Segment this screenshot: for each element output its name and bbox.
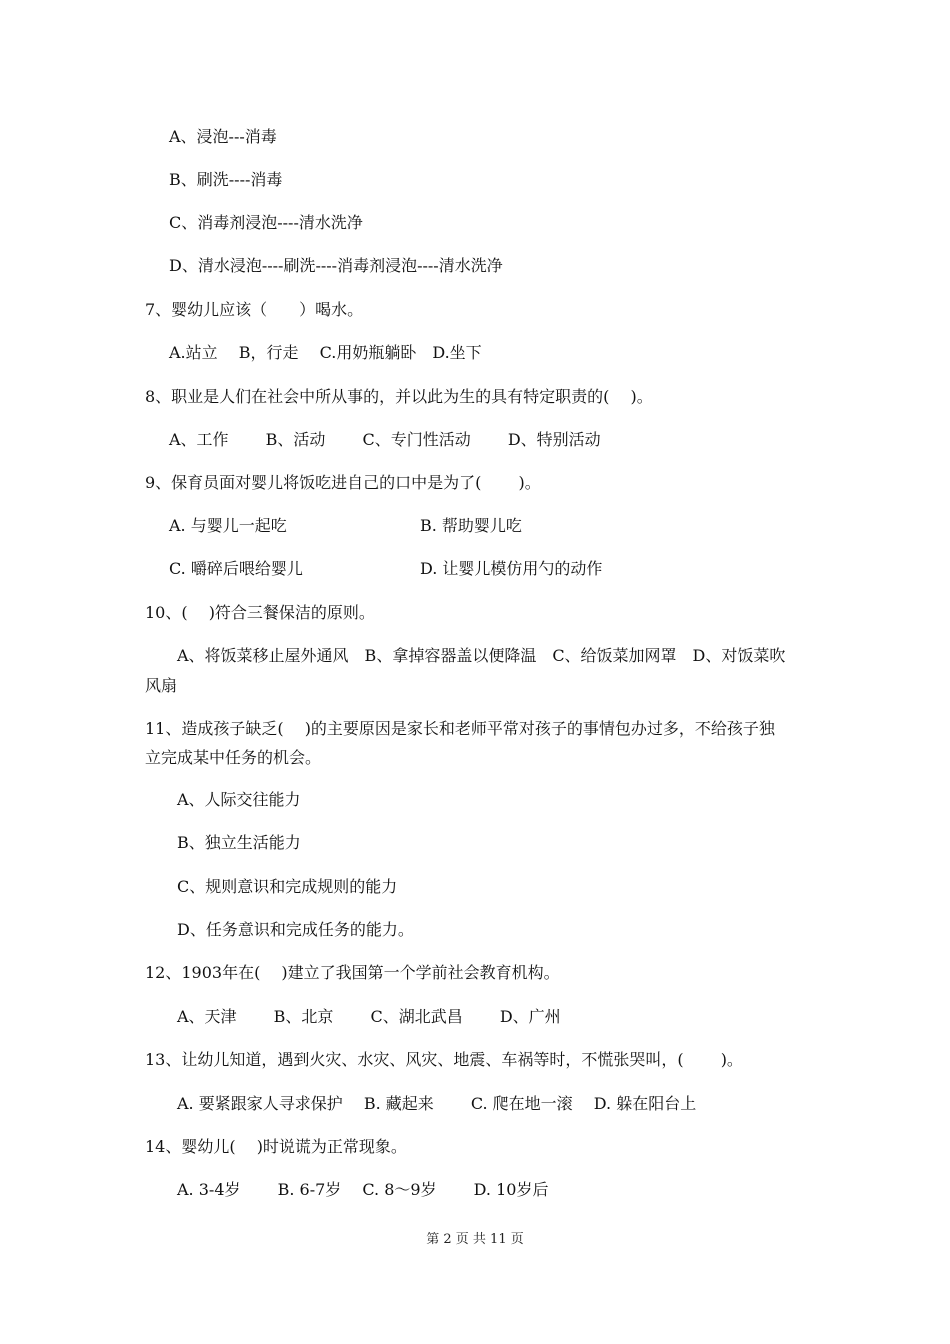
q6-option-a: A、浸泡---消毒: [169, 127, 277, 146]
q11-option-d: D、任务意识和完成任务的能力。: [177, 920, 414, 939]
q7-question: 7、婴幼儿应该（ ）喝水。: [145, 300, 364, 319]
q12-question: 12、1903年在( )建立了我国第一个学前社会教育机构。: [145, 963, 560, 982]
page-number-footer: 第 2 页 共 11 页: [426, 1232, 524, 1247]
q10-options: A、将饭菜移止屋外通风 B、拿掉容器盖以便降温 C、给饭菜加网罩 D、对饭菜吹: [177, 646, 786, 665]
q9-question: 9、保育员面对婴儿将饭吃进自己的口中是为了( )。: [145, 473, 541, 492]
q11-option-a: A、人际交往能力: [177, 790, 301, 809]
q8-question: 8、职业是人们在社会中所从事的，并以此为生的具有特定职责的( )。: [145, 387, 653, 406]
q9-option-d: D. 让婴儿模仿用勺的动作: [420, 559, 603, 578]
q11-option-b: B、独立生活能力: [177, 833, 301, 852]
q6-option-d: D、清水浸泡----刷洗----消毒剂浸泡----清水洗净: [169, 256, 503, 275]
q13-question: 13、让幼儿知道，遇到火灾、水灾、风灾、地震、车祸等时，不慌张哭叫，( )。: [145, 1050, 743, 1069]
q7-options: A.站立 B，行走 C.用奶瓶躺卧 D.坐下: [169, 343, 482, 362]
q12-options: A、天津 B、北京 C、湖北武昌 D、广州: [177, 1007, 561, 1026]
q9-option-b: B. 帮助婴儿吃: [420, 516, 522, 535]
q10-question: 10、( )符合三餐保洁的原则。: [145, 603, 375, 622]
q10-options-wrap: 风扇: [145, 676, 178, 695]
q9-option-c: C. 嚼碎后喂给婴儿: [169, 559, 303, 578]
q14-question: 14、婴幼儿( )时说谎为正常现象。: [145, 1137, 407, 1156]
q14-options: A. 3-4岁 B. 6-7岁 C. 8～9岁 D. 10岁后: [177, 1180, 549, 1199]
q6-option-c: C、消毒剂浸泡----清水洗净: [169, 213, 363, 232]
q11-question: 11、造成孩子缺乏( )的主要原因是家长和老师平常对孩子的事情包办过多，不给孩子独: [145, 719, 775, 738]
q6-option-b: B、刷洗----消毒: [169, 170, 283, 189]
q11-question-wrap: 立完成某中任务的机会。: [145, 748, 322, 767]
q8-options: A、工作 B、活动 C、专门性活动 D、特别活动: [169, 430, 601, 449]
q9-option-a: A. 与婴儿一起吃: [169, 516, 287, 535]
q13-options: A. 要紧跟家人寻求保护 B. 藏起来 C. 爬在地一滚 D. 躲在阳台上: [177, 1094, 697, 1113]
q11-option-c: C、规则意识和完成规则的能力: [177, 877, 398, 896]
